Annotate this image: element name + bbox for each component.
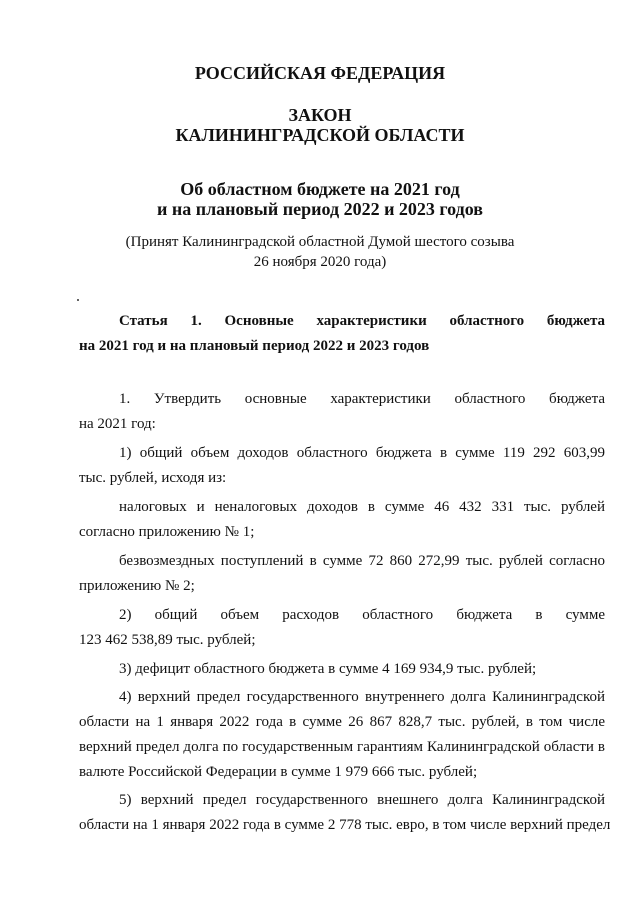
doc-type-heading: ЗАКОН bbox=[288, 105, 352, 125]
body-line: области на 1 января 2022 года в сумме 2 778 тыс. евро, в том числе верхний предел bbox=[79, 817, 611, 833]
article-heading-line-2: на 2021 год и на плановый период 2022 и 2023 годов bbox=[79, 338, 430, 354]
law-title-line-2: и на плановый период 2022 и 2023 годов bbox=[156, 199, 484, 219]
body-line: тыс. рублей, исходя из: bbox=[79, 470, 227, 486]
region-heading: КАЛИНИНГРАДСКОЙ ОБЛАСТИ bbox=[175, 125, 465, 145]
body-line: согласно приложению № 1; bbox=[79, 524, 255, 540]
body-line: налоговых и неналоговых доходов в сумме 46 432 331 тыс. рублей bbox=[119, 499, 605, 515]
body-line: валюте Российской Федерации в сумме 1 979 666 тыс. рублей; bbox=[79, 764, 478, 780]
body-line: безвозмездных поступлений в сумме 72 860 272,99 тыс. рублей согласно bbox=[119, 553, 605, 569]
body-line: 5) верхний предел государственного внешнего долга Калининградской bbox=[119, 792, 605, 808]
body-line: верхний предел долга по государственным гарантиям Калининградской области в bbox=[79, 739, 605, 755]
body-line: 4) верхний предел государственного внутреннего долга Калининградской bbox=[119, 689, 605, 705]
body-line: 123 462 538,89 тыс. рублей; bbox=[79, 632, 256, 648]
body-line: области на 1 января 2022 года в сумме 26 867 828,7 тыс. рублей, в том числе bbox=[79, 714, 605, 730]
country-heading: РОССИЙСКАЯ ФЕДЕРАЦИЯ bbox=[194, 63, 446, 83]
body-line: 1) общий объем доходов областного бюджета в сумме 119 292 603,99 bbox=[119, 445, 605, 461]
body-line: 3) дефицит областного бюджета в сумме 4 169 934,9 тыс. рублей; bbox=[119, 661, 537, 677]
adoption-note-line-1: (Принят Калининградской областной Думой шестого созыва bbox=[125, 234, 515, 250]
law-title-line-1: Об областном бюджете на 2021 год bbox=[180, 179, 460, 199]
adoption-note-line-2: 26 ноября 2020 года) bbox=[253, 254, 387, 270]
scan-speck bbox=[77, 299, 79, 301]
body-line: приложению № 2; bbox=[79, 578, 195, 594]
body-line: 2) общий объем расходов областного бюджета в сумме bbox=[119, 607, 605, 623]
article-heading-line-1: Статья 1. Основные характеристики областного бюджета bbox=[119, 313, 605, 329]
body-line: 1. Утвердить основные характеристики областного бюджета bbox=[119, 391, 605, 407]
body-line: на 2021 год: bbox=[79, 416, 156, 432]
